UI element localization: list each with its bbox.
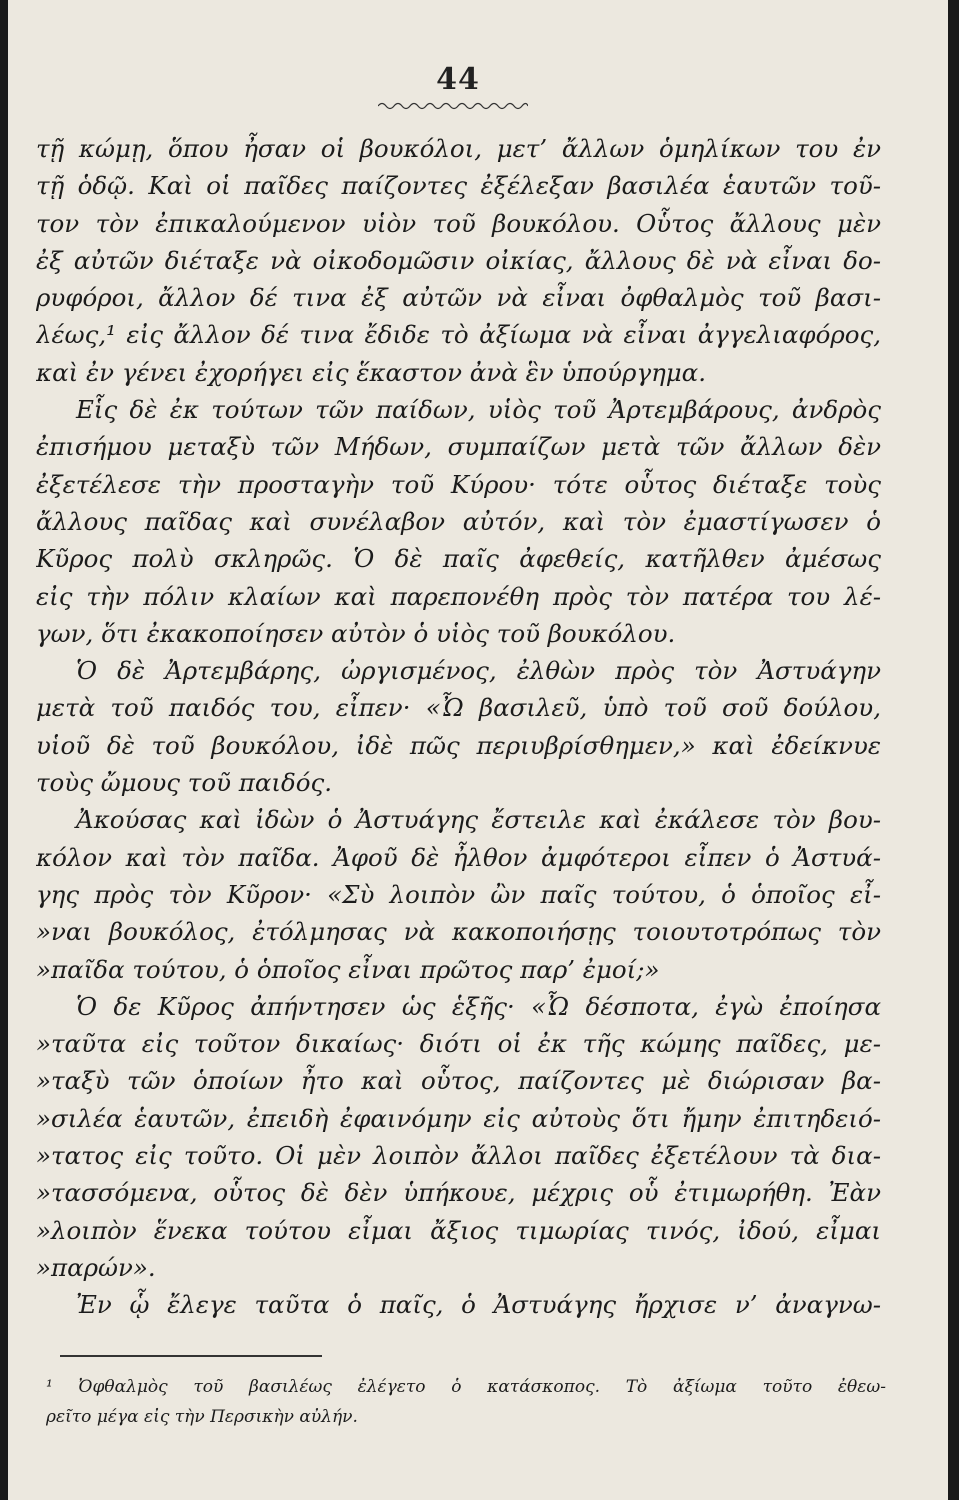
- text-line: ἄλλους παῖδας καὶ συνέλαβον αὐτόν, καὶ τὸν ἐμαστίγωσεν ὁ: [36, 506, 881, 536]
- text-line: γων, ὅτι ἐκακοποίησεν αὐτὸν ὁ υἱὸς τοῦ βουκόλου.: [36, 618, 676, 648]
- body-text: [36, 130, 881, 1324]
- text-line: »σιλέα ἑαυτῶν, ἐπειδὴ ἐφαινόμην εἰς αὐτοὺς ὅτι ἤμην ἐπιτηδειό-: [36, 1103, 881, 1133]
- text-line: Εἷς δὲ ἐκ τούτων τῶν παίδων, υἱὸς τοῦ Ἀρτεμβάρους, ἀνδρὸς: [76, 395, 881, 425]
- text-line: »ταῦτα εἰς τοῦτον δικαίως· διότι οἱ ἐκ τῆς κώμης παῖδες, με-: [36, 1029, 881, 1059]
- text-line: λέως,¹ εἰς ἄλλον δέ τινα ἔδιδε τὸ ἀξίωμα νὰ εἶναι ἀγγελιαφόρος,: [36, 320, 881, 350]
- text-line: ἐπισήμου μεταξὺ τῶν Μήδων, συμπαίζων μετὰ τῶν ἄλλων δὲν: [36, 432, 881, 462]
- footnote-divider: [60, 1355, 322, 1357]
- book-page: [8, 0, 948, 1500]
- text-line: Ἀκούσας καὶ ἰδὼν ὁ Ἀστυάγης ἔστειλε καὶ ἐκάλεσε τὸν βου-: [76, 805, 881, 835]
- text-line: ἐξετέλεσε τὴν προσταγὴν τοῦ Κύρου· τότε οὗτος διέταξε τοὺς: [36, 469, 881, 499]
- footnote-line: ¹ Ὀφθαλμὸς τοῦ βασιλέως ἐλέγετο ὁ κατάσκοπος. Τὸ ἀξίωμα τοῦτο ἐθεω-: [46, 1377, 886, 1397]
- text-line: κόλον καὶ τὸν παῖδα. Ἀφοῦ δὲ ἦλθον ἀμφότεροι εἶπεν ὁ Ἀστυά-: [36, 842, 881, 872]
- text-line: »τασσόμενα, οὗτος δὲ δὲν ὑπήκουε, μέχρις οὗ ἐτιμωρήθη. Ἐὰν: [36, 1178, 881, 1208]
- text-line: καὶ ἐν γένει ἐχορήγει εἰς ἕκαστον ἀνὰ ἓν ὑπούργημα.: [36, 357, 707, 387]
- text-line: μετὰ τοῦ παιδός του, εἶπεν· «Ὦ βασιλεῦ, ὑπὸ τοῦ σοῦ δούλου,: [36, 693, 881, 723]
- page-number: 44: [436, 62, 480, 97]
- text-line: τοὺς ὤμους τοῦ παιδός.: [36, 768, 333, 798]
- text-line: ἐξ αὐτῶν διέταξε νὰ οἰκοδομῶσιν οἰκίας, ἄλλους δὲ νὰ εἶναι δο-: [36, 245, 881, 275]
- text-line: »ναι βουκόλος, ἐτόλμησας νὰ κακοποιήσῃς τοιουτοτρόπως τὸν: [36, 917, 881, 947]
- text-line: γης πρὸς τὸν Κῦρον· «Σὺ λοιπὸν ὢν παῖς τούτου, ὁ ὁποῖος εἶ-: [36, 879, 881, 909]
- text-line: υἱοῦ δὲ τοῦ βουκόλου, ἰδὲ πῶς περιυβρίσθημεν,» καὶ ἐδείκνυε: [36, 730, 881, 760]
- text-line: »παῖδα τούτου, ὁ ὁποῖος εἶναι πρῶτος παρ’ ἐμοί;»: [36, 954, 660, 984]
- text-line: »παρών».: [36, 1252, 156, 1282]
- text-line: τῇ κώμῃ, ὅπου ἦσαν οἱ βουκόλοι, μετ’ ἄλλων ὁμηλίκων του ἐν: [36, 134, 881, 163]
- text-line: Ἐν ᾧ ἔλεγε ταῦτα ὁ παῖς, ὁ Ἀστυάγης ἤρχισε ν’ ἀναγνω-: [76, 1290, 881, 1320]
- text-line: τῇ ὁδῷ. Καὶ οἱ παῖδες παίζοντες ἐξέλεξαν βασιλέα ἑαυτῶν τοῦ-: [36, 171, 881, 201]
- text-line: Ὁ δὲ Ἀρτεμβάρης, ὠργισμένος, ἐλθὼν πρὸς τὸν Ἀστυάγην: [76, 656, 881, 686]
- footnote: [46, 1372, 886, 1432]
- text-line: Κῦρος πολὺ σκληρῶς. Ὁ δὲ παῖς ἀφεθείς, κατῆλθεν ἀμέσως: [36, 544, 881, 574]
- footnote-line: ρεῖτο μέγα εἰς τὴν Περσικὴν αὐλήν.: [46, 1407, 358, 1427]
- text-line: »ταξὺ τῶν ὁποίων ἦτο καὶ οὗτος, παίζοντες μὲ διώρισαν βα-: [36, 1066, 881, 1096]
- text-line: τον τὸν ἐπικαλούμενον υἱὸν τοῦ βουκόλου. Οὗτος ἄλλους μὲν: [36, 208, 881, 238]
- text-line: Ὁ δε Κῦρος ἀπήντησεν ὡς ἑξῆς· «Ὦ δέσποτα, ἐγὼ ἐποίησα: [76, 991, 881, 1021]
- text-line: »τατος εἰς τοῦτο. Οἱ μὲν λοιπὸν ἄλλοι παῖδες ἐξετέλουν τὰ δια-: [36, 1141, 881, 1171]
- text-line: »λοιπὸν ἕνεκα τούτου εἶμαι ἄξιος τιμωρίας τινός, ἰδού, εἶμαι: [36, 1215, 881, 1245]
- text-line: εἰς τὴν πόλιν κλαίων καὶ παρεπονέθη πρὸς τὸν πατέρα του λέ-: [36, 581, 881, 611]
- text-line: ρυφόροι, ἄλλον δέ τινα ἐξ αὐτῶν νὰ εἶναι ὀφθαλμὸς τοῦ βασι-: [36, 283, 881, 313]
- wavy-ornament-rule: [378, 100, 528, 112]
